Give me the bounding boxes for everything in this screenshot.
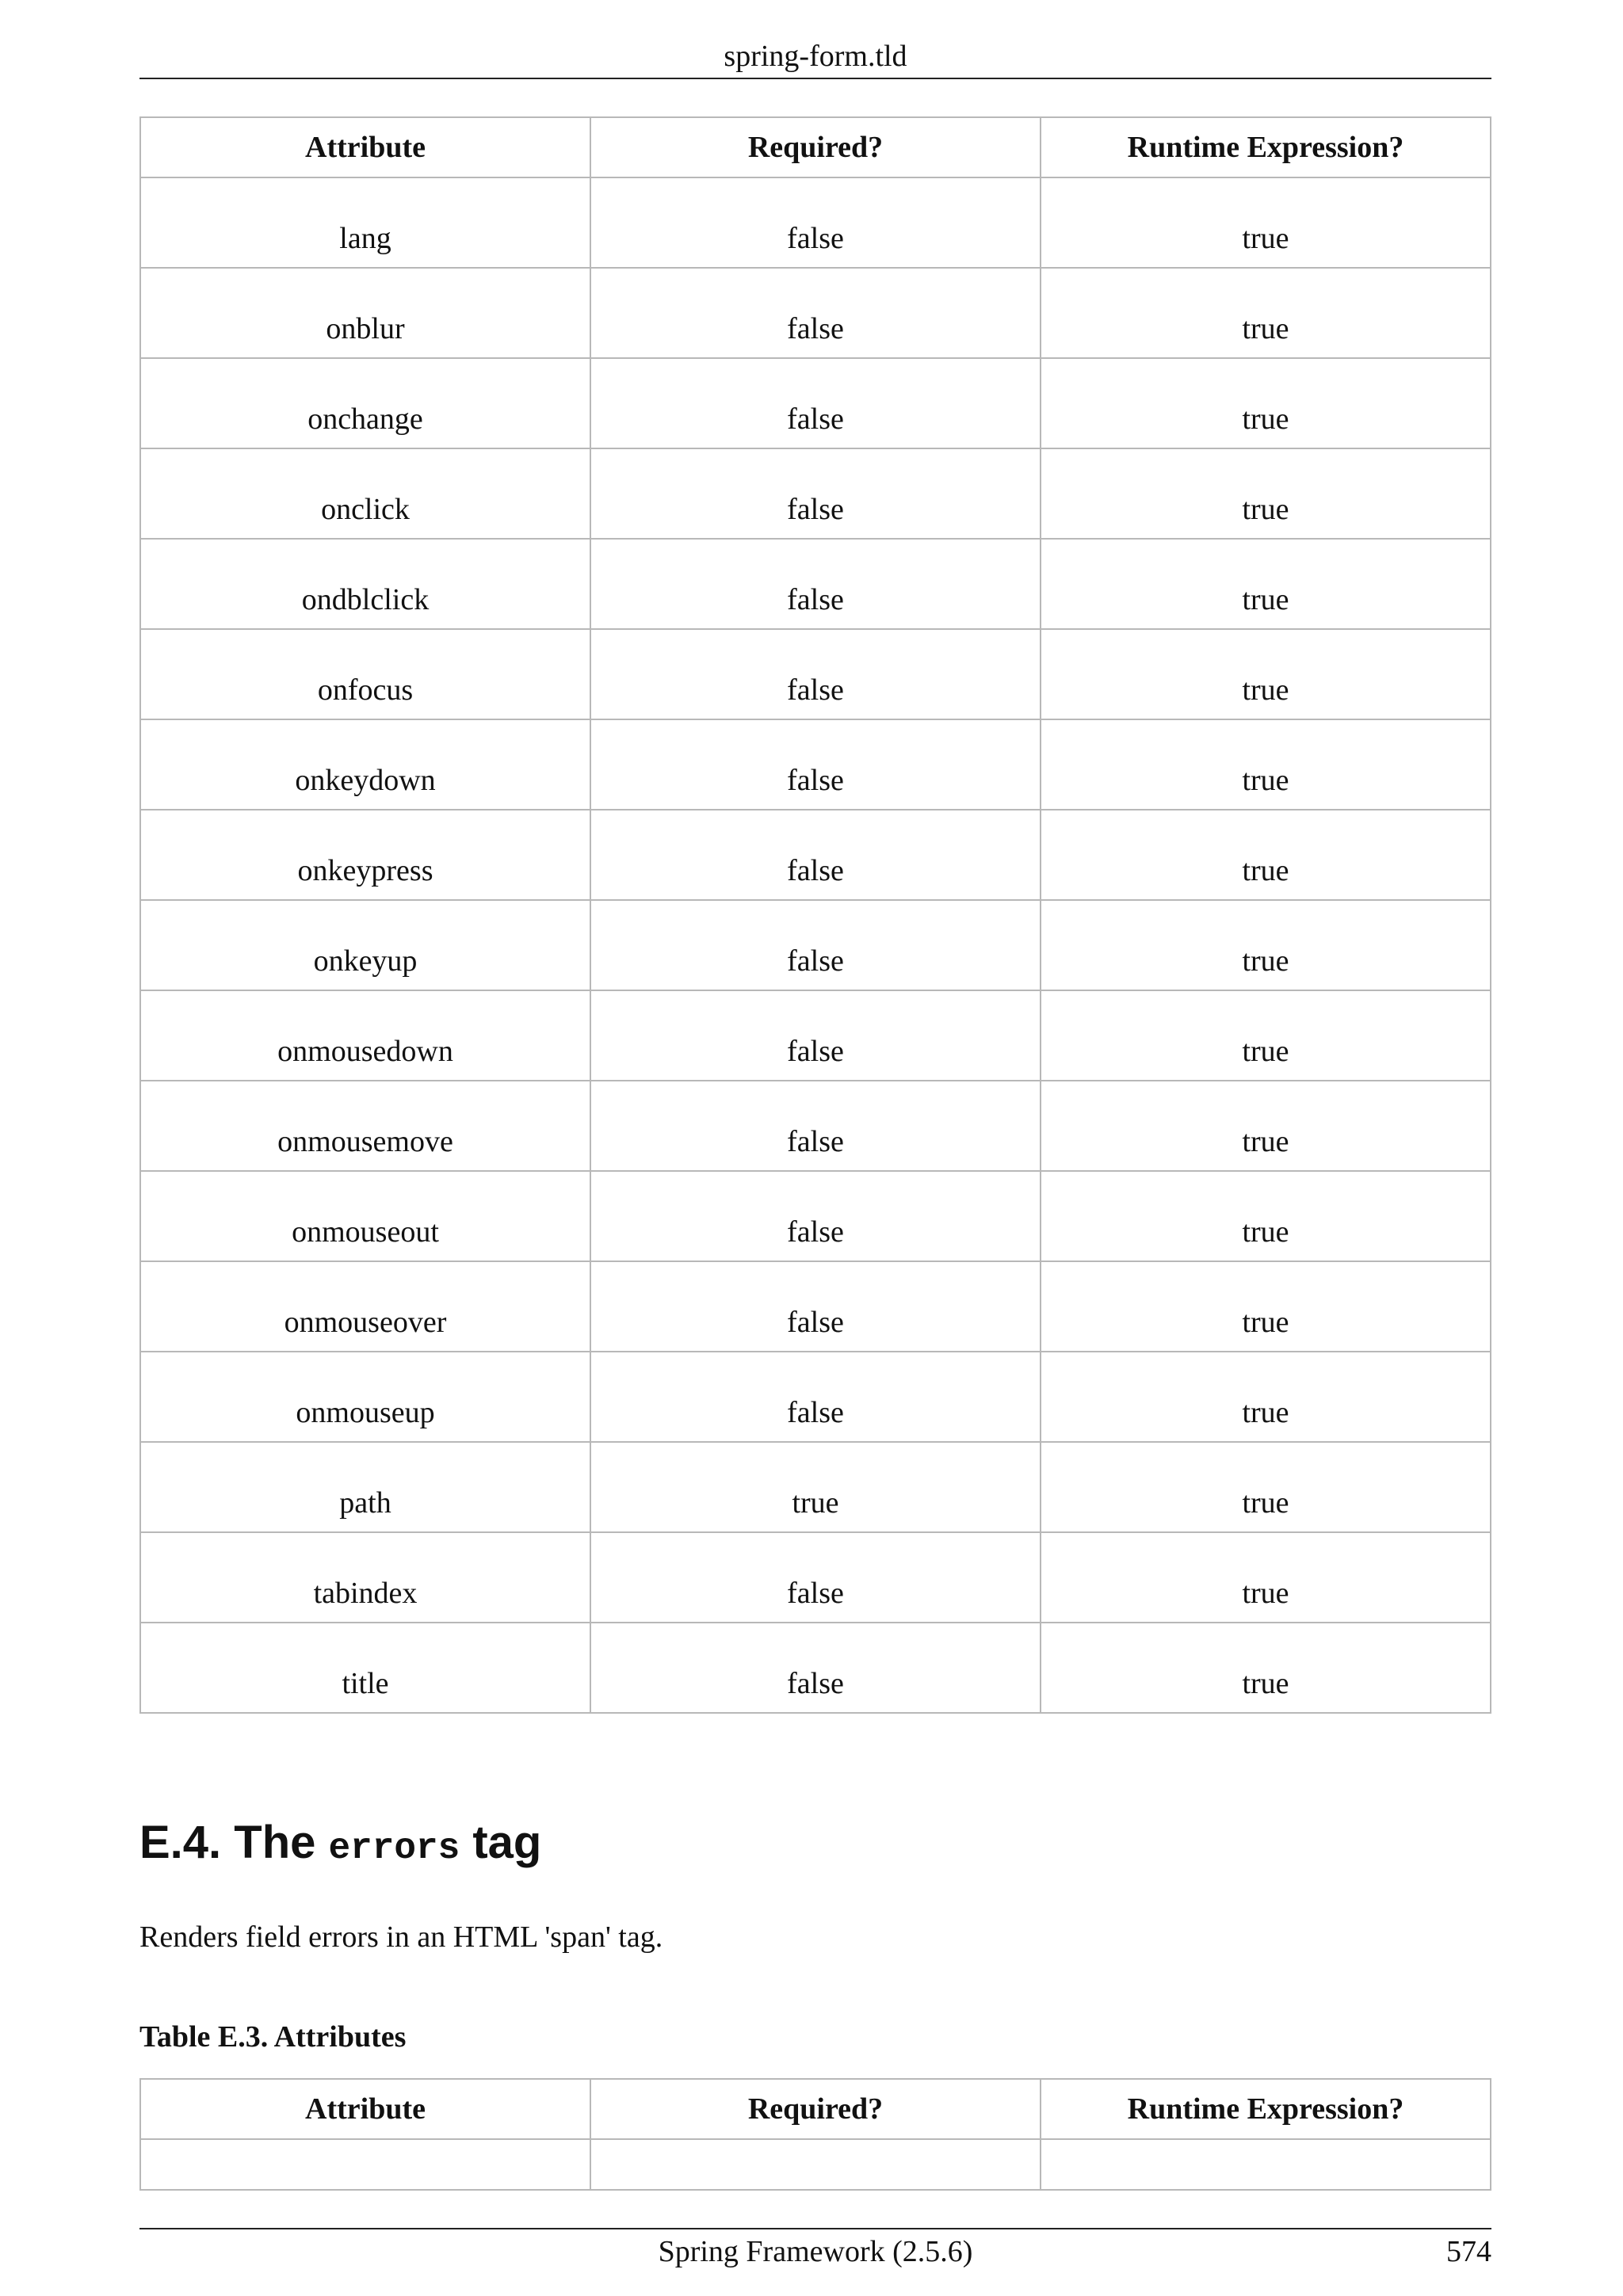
table-caption: Table E.3. Attributes [139, 2020, 407, 2054]
table-row [140, 629, 1491, 719]
cell-runtime-expression: true [1041, 177, 1491, 268]
table-row [140, 990, 1491, 1081]
cell-runtime-expression: true [1041, 629, 1491, 719]
cell-attribute: onmouseup [140, 1352, 590, 1442]
cell-runtime-expression: true [1041, 1532, 1491, 1623]
cell-runtime-expression: true [1041, 810, 1491, 900]
table-row [140, 539, 1491, 629]
cell-runtime-expression: true [1041, 719, 1491, 810]
column-header-required: Required? [590, 117, 1041, 177]
cell-runtime-expression: true [1041, 990, 1491, 1081]
table-header-row [140, 117, 1491, 177]
cell-attribute: ondblclick [140, 539, 590, 629]
cell-attribute: onkeyup [140, 900, 590, 990]
cell-attribute: onkeydown [140, 719, 590, 810]
cell-runtime-expression: true [1041, 539, 1491, 629]
column-header-attribute: Attribute [140, 117, 590, 177]
table-header-row [140, 2079, 1491, 2139]
section-title-prefix: The [234, 1817, 316, 1868]
table-row [140, 719, 1491, 810]
cell-required: false [590, 900, 1041, 990]
table-row [140, 1442, 1491, 1532]
cell-required: false [590, 629, 1041, 719]
cell-required: false [590, 1261, 1041, 1352]
column-header-runtime-expression: Runtime Expression? [1041, 117, 1491, 177]
cell-attribute: tabindex [140, 1532, 590, 1623]
cell-required: false [590, 810, 1041, 900]
cell-attribute: onmouseout [140, 1171, 590, 1261]
section-title-suffix: tag [472, 1817, 542, 1868]
cell-required: false [590, 1171, 1041, 1261]
running-header: spring-form.tld [139, 35, 1491, 79]
cell-required: false [590, 990, 1041, 1081]
cell-attribute: lang [140, 177, 590, 268]
cell-runtime-expression: true [1041, 1171, 1491, 1261]
cell-attribute: onclick [140, 448, 590, 539]
cell-runtime-expression: true [1041, 1442, 1491, 1532]
column-header-runtime-expression: Runtime Expression? [1041, 2079, 1491, 2139]
cell-attribute: onkeypress [140, 810, 590, 900]
table-row [140, 1352, 1491, 1442]
cell-required: false [590, 177, 1041, 268]
table-row [140, 358, 1491, 448]
table-row [140, 177, 1491, 268]
cell-attribute: title [140, 1623, 590, 1713]
attributes-table-continued [139, 116, 1491, 1714]
cell-required: false [590, 1352, 1041, 1442]
cell-required: false [590, 448, 1041, 539]
column-header-attribute: Attribute [140, 2079, 590, 2139]
table-row [140, 268, 1491, 358]
cell-attribute: onmouseover [140, 1261, 590, 1352]
footer-title: Spring Framework (2.5.6) [658, 2235, 973, 2268]
tag-name-code: errors [328, 1828, 460, 1869]
table-row [140, 900, 1491, 990]
cell-required: false [590, 719, 1041, 810]
cell-attribute: onmousemove [140, 1081, 590, 1171]
table-row [140, 1081, 1491, 1171]
cell-required: false [590, 358, 1041, 448]
cell-attribute: onblur [140, 268, 590, 358]
cell-required: false [590, 1081, 1041, 1171]
cell-attribute: path [140, 1442, 590, 1532]
cell-required: false [590, 268, 1041, 358]
cell-runtime-expression: true [1041, 1352, 1491, 1442]
cell-runtime-expression: true [1041, 900, 1491, 990]
cell-runtime-expression: true [1041, 1623, 1491, 1713]
table-row [140, 2139, 1491, 2190]
cell-required [590, 2139, 1041, 2190]
table-row [140, 1261, 1491, 1352]
cell-required: false [590, 1532, 1041, 1623]
cell-attribute: onfocus [140, 629, 590, 719]
section-description: Renders field errors in an HTML 'span' tag. [139, 1920, 663, 1954]
table-row [140, 1623, 1491, 1713]
section-number: E.4. [139, 1817, 222, 1868]
running-footer [139, 2228, 1491, 2274]
errors-attributes-table [139, 2078, 1491, 2191]
cell-runtime-expression: true [1041, 1261, 1491, 1352]
table-row [140, 1171, 1491, 1261]
cell-attribute [140, 2139, 590, 2190]
table-row [140, 1532, 1491, 1623]
cell-runtime-expression: true [1041, 448, 1491, 539]
cell-runtime-expression: true [1041, 358, 1491, 448]
section-heading [139, 1814, 541, 1877]
cell-attribute: onchange [140, 358, 590, 448]
cell-required: false [590, 1623, 1041, 1713]
table-row [140, 448, 1491, 539]
cell-runtime-expression: true [1041, 1081, 1491, 1171]
cell-runtime-expression: true [1041, 268, 1491, 358]
table-row [140, 810, 1491, 900]
cell-attribute: onmousedown [140, 990, 590, 1081]
page-number: 574 [1446, 2235, 1491, 2268]
column-header-required: Required? [590, 2079, 1041, 2139]
cell-required: false [590, 539, 1041, 629]
cell-runtime-expression [1041, 2139, 1491, 2190]
cell-required: true [590, 1442, 1041, 1532]
